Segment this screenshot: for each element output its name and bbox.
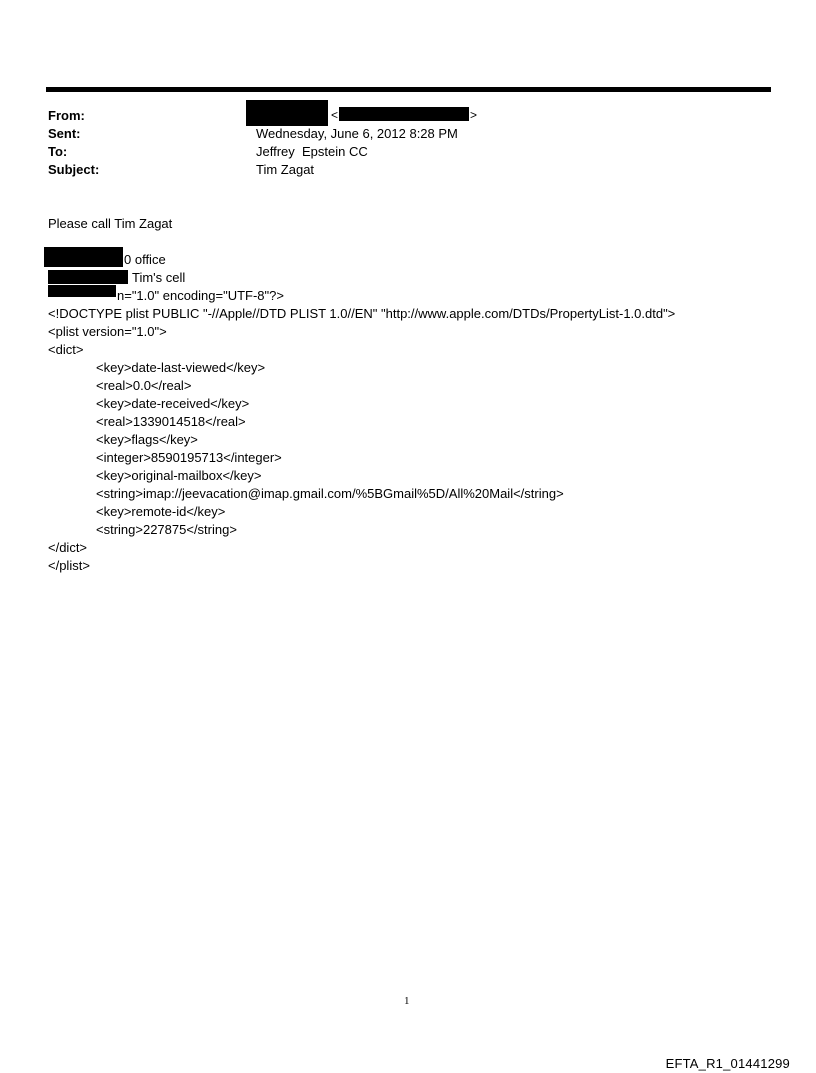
plist-entry-line: <key>flags</key> (96, 432, 198, 447)
redaction-box (48, 270, 128, 284)
plist-close-line: </plist> (48, 558, 90, 573)
phone-office-text: 0 office (124, 252, 166, 267)
dict-close-line: </dict> (48, 540, 88, 555)
plist-entry-line: <key>original-mailbox</key> (96, 468, 262, 483)
plist-entry-line: <integer>8590195713</integer> (96, 450, 282, 465)
to-value: Jeffrey Epstein CC (256, 144, 368, 159)
document-id: EFTA_R1_01441299 (665, 1056, 790, 1071)
plist-entry-line: <real>0.0</real> (96, 378, 192, 393)
xml-declaration-text: n="1.0" encoding="UTF-8"?> (117, 288, 284, 303)
plist-entry-line: <key>remote-id</key> (96, 504, 226, 519)
from-bracket-open: < (331, 108, 339, 122)
redaction-box (44, 247, 123, 267)
plist-entry-line: <key>date-received</key> (96, 396, 250, 411)
plist-entry-line: <key>date-last-viewed</key> (96, 360, 266, 375)
plist-entry-line: <real>1339014518</real> (96, 414, 246, 429)
sent-label: Sent: (48, 126, 81, 141)
from-bracket-close: > (470, 108, 478, 122)
redaction-box (246, 100, 328, 126)
plist-entry-line: <string>227875</string> (96, 522, 237, 537)
plist-entry-line: <string>imap://jeevacation@imap.gmail.com/%5BGmail%5D/All%20Mail</string> (96, 486, 564, 501)
from-label: From: (48, 108, 85, 123)
sent-value: Wednesday, June 6, 2012 8:28 PM (256, 126, 458, 141)
redaction-box (339, 107, 469, 121)
plist-open-line: <plist version="1.0"> (48, 324, 167, 339)
header-rule (46, 87, 771, 92)
subject-label: Subject: (48, 162, 100, 177)
to-label: To: (48, 144, 68, 159)
subject-value: Tim Zagat (256, 162, 315, 177)
dict-open-line: <dict> (48, 342, 84, 357)
redaction-box (48, 285, 116, 297)
greeting-text: Please call Tim Zagat (48, 216, 173, 231)
doctype-line: <!DOCTYPE plist PUBLIC "-//Apple//DTD PLIST 1.0//EN" "http://www.apple.com/DTDs/PropertyList-1.0.dtd"> (48, 306, 676, 321)
page-number: 1 (404, 995, 410, 1007)
phone-cell-text: Tim's cell (132, 270, 186, 285)
